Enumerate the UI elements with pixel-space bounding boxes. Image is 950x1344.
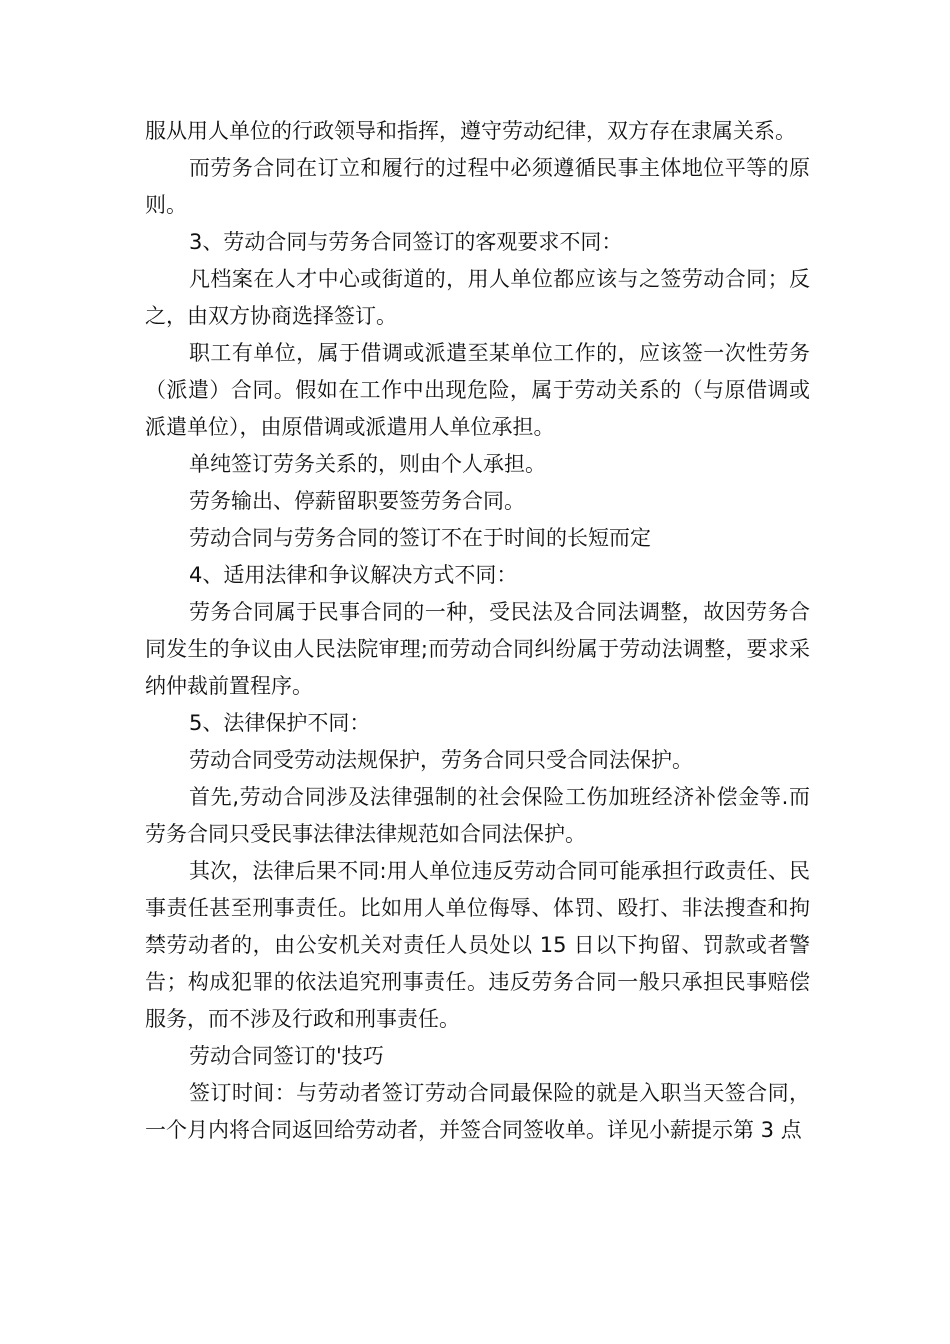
document-body bbox=[145, 113, 810, 1149]
paragraph: 凡档案在人才中心或街道的，用人单位都应该与之签劳动合同；反之，由双方协商选择签订。 bbox=[145, 267, 810, 328]
section-heading: 劳动合同签订的'技巧 bbox=[189, 1044, 384, 1068]
paragraph: 而劳务合同在订立和履行的过程中必须遵循民事主体地位平等的原则。 bbox=[145, 156, 810, 217]
paragraph: 劳动合同受劳动法规保护，劳务合同只受合同法保护。 bbox=[189, 748, 693, 772]
paragraph: 职工有单位，属于借调或派遣至某单位工作的，应该签一次性劳务（派遣）合同。假如在工作中出现危险，属于劳动关系的（与原借调或派遣单位），由原借调或派遣用人单位承担。 bbox=[145, 341, 810, 439]
paragraph: 首先,劳动合同涉及法律强制的社会保险工伤加班经济补偿金等.而劳务合同只受民事法律法律规范如合同法保护。 bbox=[145, 785, 810, 846]
section-heading: 5、法律保护不同： bbox=[189, 711, 371, 735]
section-heading: 4、适用法律和争议解决方式不同： bbox=[189, 563, 518, 587]
paragraph: 劳务合同属于民事合同的一种，受民法及合同法调整，故因劳务合同发生的争议由人民法院审理;而劳动合同纠纷属于劳动法调整，要求采纳仲裁前置程序。 bbox=[145, 600, 810, 698]
paragraph: 签订时间：与劳动者签订劳动合同最保险的就是入职当天签合同，一个月内将合同返回给劳动者，并签合同签收单。详见小薪提示第 3 点 bbox=[145, 1081, 810, 1142]
section-heading: 3、劳动合同与劳务合同签订的客观要求不同： bbox=[189, 230, 623, 254]
paragraph: 劳务输出、停薪留职要签劳务合同。 bbox=[189, 489, 525, 513]
paragraph: 其次，法律后果不同:用人单位违反劳动合同可能承担行政责任、民事责任甚至刑事责任。比如用人单位侮辱、体罚、殴打、非法搜查和拘禁劳动者的，由公安机关对责任人员处以 15 日以下拘留、罚款或者警告；构成犯罪的依法追究刑事责任。违反劳务合同一般只承担民事赔偿服务，而不涉及行政和刑事责任。 bbox=[145, 859, 810, 1031]
paragraph: 单纯签订劳务关系的，则由个人承担。 bbox=[189, 452, 546, 476]
paragraph: 服从用人单位的行政领导和指挥，遵守劳动纪律，双方存在隶属关系。 bbox=[145, 119, 796, 143]
paragraph: 劳动合同与劳务合同的签订不在于时间的长短而定 bbox=[189, 526, 651, 550]
